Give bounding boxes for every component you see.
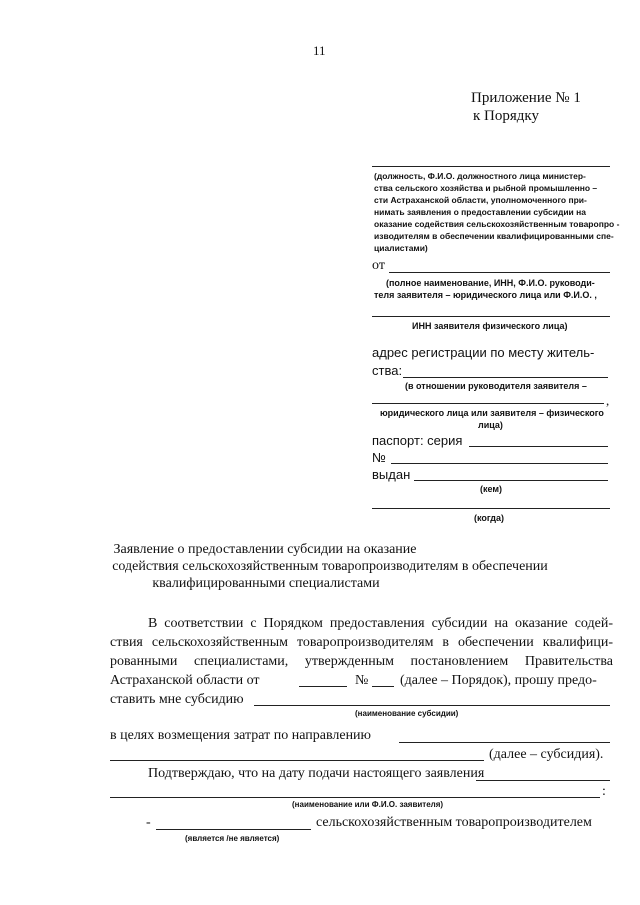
- recipient-caption-3: сти Астраханской области, уполномоченного при-: [374, 195, 587, 205]
- passport-when-line: [372, 508, 610, 509]
- passport-by-caption: (кем): [480, 484, 503, 494]
- is-caption: (является /не является): [185, 834, 280, 843]
- address-comma: ,: [606, 393, 610, 408]
- address-line-1: [403, 377, 608, 378]
- body-line-4-b: №: [355, 673, 369, 688]
- address-label-2: ства:: [372, 363, 403, 378]
- body-line-3-word-2: специалистами,: [193, 654, 289, 669]
- passport-when-caption: (когда): [474, 513, 505, 523]
- appendix-subtitle: к Порядку: [473, 108, 539, 124]
- body-line-5: ставить мне субсидию: [110, 692, 244, 707]
- address-caption-1: (в отношении руководителя заявителя –: [405, 381, 587, 391]
- recipient-caption-7: циалистами): [374, 243, 428, 253]
- subsidy-line: [254, 705, 610, 706]
- recipient-caption-6: изводителям в обеспечении квалифицированными спе-: [374, 231, 614, 241]
- name-caption: (наименование или Ф.И.О. заявителя): [292, 800, 444, 809]
- address-line-2: [372, 403, 604, 404]
- from-label: от: [372, 258, 385, 273]
- statement-title-2: содействия сельскохозяйственным товаропроизводителям в обеспечении: [112, 559, 548, 574]
- body-line-2: ствия сельскохозяйственным товаропроизводителям в обеспечении квалифици-: [110, 635, 613, 650]
- body-line-3-word-4: постановлением: [410, 654, 509, 669]
- inn-line: [372, 316, 610, 317]
- address-label: адрес регистрации по месту житель-: [372, 345, 595, 360]
- producer-status-line: [156, 829, 311, 830]
- subsidy-caption: (наименование субсидии): [355, 709, 459, 718]
- passport-issued-line: [414, 480, 608, 481]
- from-line: [389, 272, 610, 273]
- applicant-caption-1: (полное наименование, ИНН, Ф.И.О. руководи-: [386, 278, 595, 288]
- confirm-line-2: [110, 797, 600, 798]
- producer-dash: -: [146, 815, 151, 830]
- confirm-label: Подтверждаю, что на дату подачи настоящего заявления: [148, 766, 485, 781]
- inn-caption: ИНН заявителя физического лица): [412, 321, 568, 331]
- producer-text: сельскохозяйственным товаропроизводителем: [316, 815, 592, 830]
- recipient-caption-1: (должность, Ф.И.О. должностного лица министер-: [374, 171, 586, 181]
- page-number: 11: [313, 43, 326, 58]
- body-line-3-word-5: Правительства: [524, 654, 613, 669]
- address-caption-2: юридического лица или заявителя – физического: [380, 408, 604, 418]
- address-caption-3: лица): [478, 420, 503, 430]
- body-line-4-a: Астраханской области от: [110, 673, 260, 688]
- confirm-line-1: [476, 780, 610, 781]
- body-line-4-c: (далее – Порядок), прошу предо-: [400, 673, 597, 688]
- passport-series-line: [469, 446, 608, 447]
- passport-series-label: паспорт: серия: [372, 433, 463, 448]
- body-line-3-word-1: рованными: [110, 654, 178, 669]
- passport-number-line: [391, 463, 608, 464]
- body-line-3: [110, 654, 613, 670]
- statement-title-3: квалифицированными специалистами: [152, 576, 380, 591]
- confirm-colon: :: [602, 784, 606, 799]
- recipient-caption-2: ства сельского хозяйства и рыбной промышленно –: [374, 183, 598, 193]
- recipient-line: [372, 166, 610, 167]
- body-line-3-word-3: утвержденным: [304, 654, 394, 669]
- recipient-caption-4: нимать заявления о предоставлении субсидии на: [374, 207, 587, 217]
- applicant-caption-2: теля заявителя – юридического лица или Ф.И.О. ,: [374, 290, 597, 300]
- decree-date-line: [299, 686, 347, 687]
- passport-issued-label: выдан: [372, 467, 411, 482]
- purpose-suffix: (далее – субсидия).: [489, 747, 604, 762]
- statement-title-1: Заявление о предоставлении субсидии на оказание: [113, 542, 417, 557]
- purpose-label: в целях возмещения затрат по направлению: [110, 728, 372, 743]
- appendix-title: Приложение № 1: [471, 90, 581, 106]
- purpose-line-2: [110, 760, 484, 761]
- body-line-1: В соответствии с Порядком предоставления субсидии на оказание содей-: [148, 616, 613, 631]
- passport-number-label: №: [372, 450, 386, 465]
- purpose-line-1: [399, 742, 610, 743]
- decree-number-line: [372, 686, 394, 687]
- recipient-caption-5: оказание содействия сельскохозяйственным товаропро -: [374, 219, 620, 229]
